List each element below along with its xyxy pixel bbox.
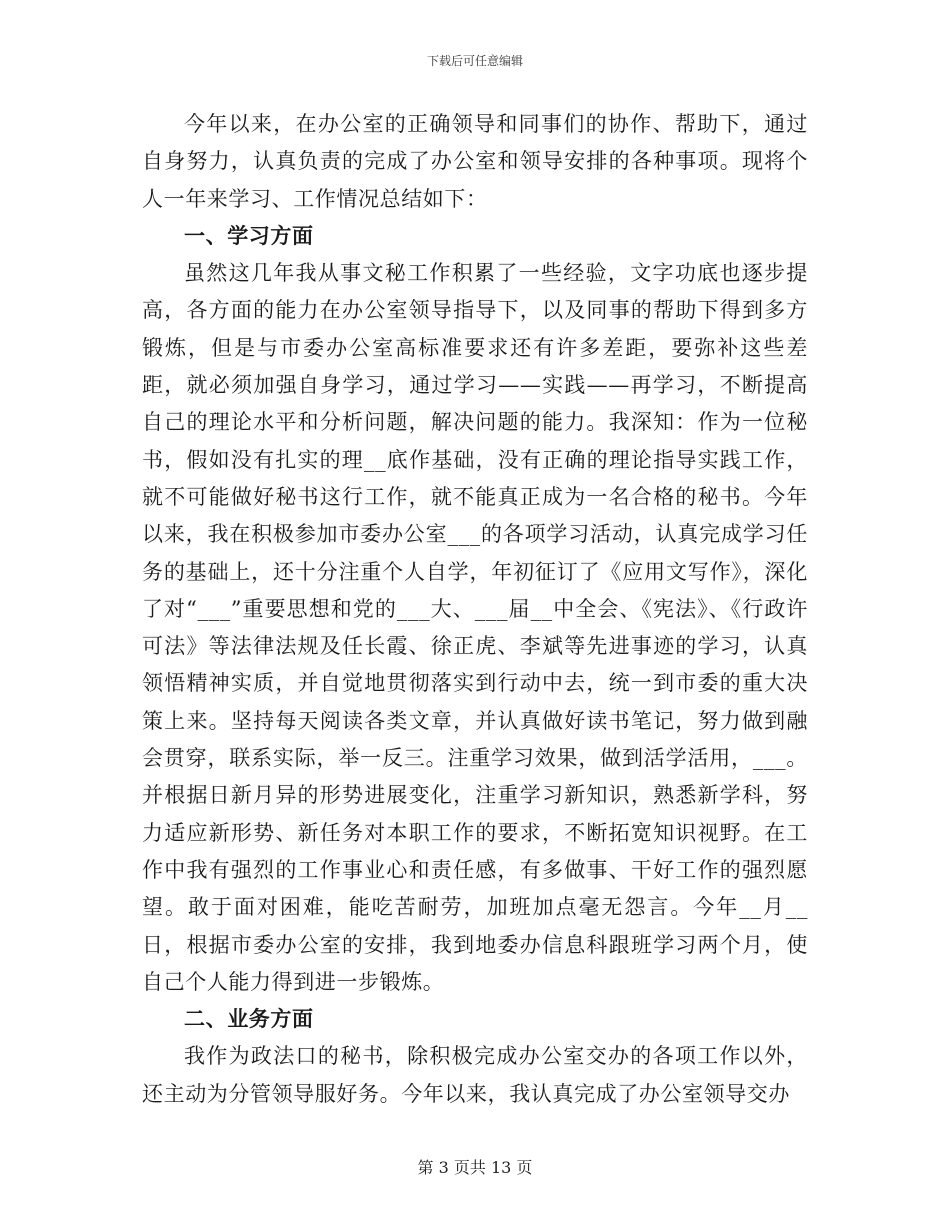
- intro-paragraph: 今年以来，在办公室的正确领导和同事们的协作、帮助下，通过自身努力，认真负责的完成了办公室和领导安排的各种事项。现将个人一年来学习、工作情况总结如下：: [142, 112, 808, 211]
- page-number: 第 3 页共 13 页: [417, 1158, 533, 1177]
- section-heading-business: 二、业务方面: [184, 1007, 314, 1032]
- section-heading-study: 一、学习方面: [184, 223, 314, 248]
- document-body: [142, 106, 808, 1113]
- business-paragraph: 我作为政法口的秘书，除积极完成办公室交办的各项工作以外，还主动为分管领导服好务。今年以来，我认真完成了办公室领导交办: [142, 1044, 808, 1106]
- page-header: 下载后可任意编辑: [426, 54, 523, 68]
- study-paragraph: 虽然这几年我从事文秘工作积累了一些经验，文字功底也逐步提高，各方面的能力在办公室领导指导下，以及同事的帮助下得到多方锻炼，但是与市委办公室高标准要求还有许多差距，要弥补这些差距，就必须加强自身学习，通过学习——实践——再学习，不断提高自己的理论水平和分析问题，解决问题的能力。我深知：作为一位秘书，假如没有扎实的理__底作基础，没有正确的理论指导实践工作，就不可能做好秘书这行工作，就不能真正成为一名合格的秘书。今年以来，我在积极参加市委办公室___的各项学习活动，认真完成学习任务的基础上，还十分注重个人自学，年初征订了《应用文写作》，深化了对“___”重要思想和党的___大、___届__中全会、《宪法》、《行政许可法》等法律法规及任长霞、徐正虎、李斌等先进事迹的学习，认真领悟精神实质，并自觉地贯彻落实到行动中去，统一到市委的重大决策上来。坚持每天阅读各类文章，并认真做好读书笔记，努力做到融会贯穿，联系实际，举一反三。注重学习效果，做到活学活用，___。并根据日新月异的形势进展变化，注重学习新知识，熟悉新学科，努力适应新形势、新任务对本职工作的要求，不断拓宽知识视野。在工作中我有强烈的工作事业心和责任感，有多做事、干好工作的强烈愿望。敢于面对困难，能吃苦耐劳，加班加点毫无怨言。今年__月__日，根据市委办公室的安排，我到地委办信息科跟班学习两个月，使自己个人能力得到进一步锻炼。: [142, 261, 808, 994]
